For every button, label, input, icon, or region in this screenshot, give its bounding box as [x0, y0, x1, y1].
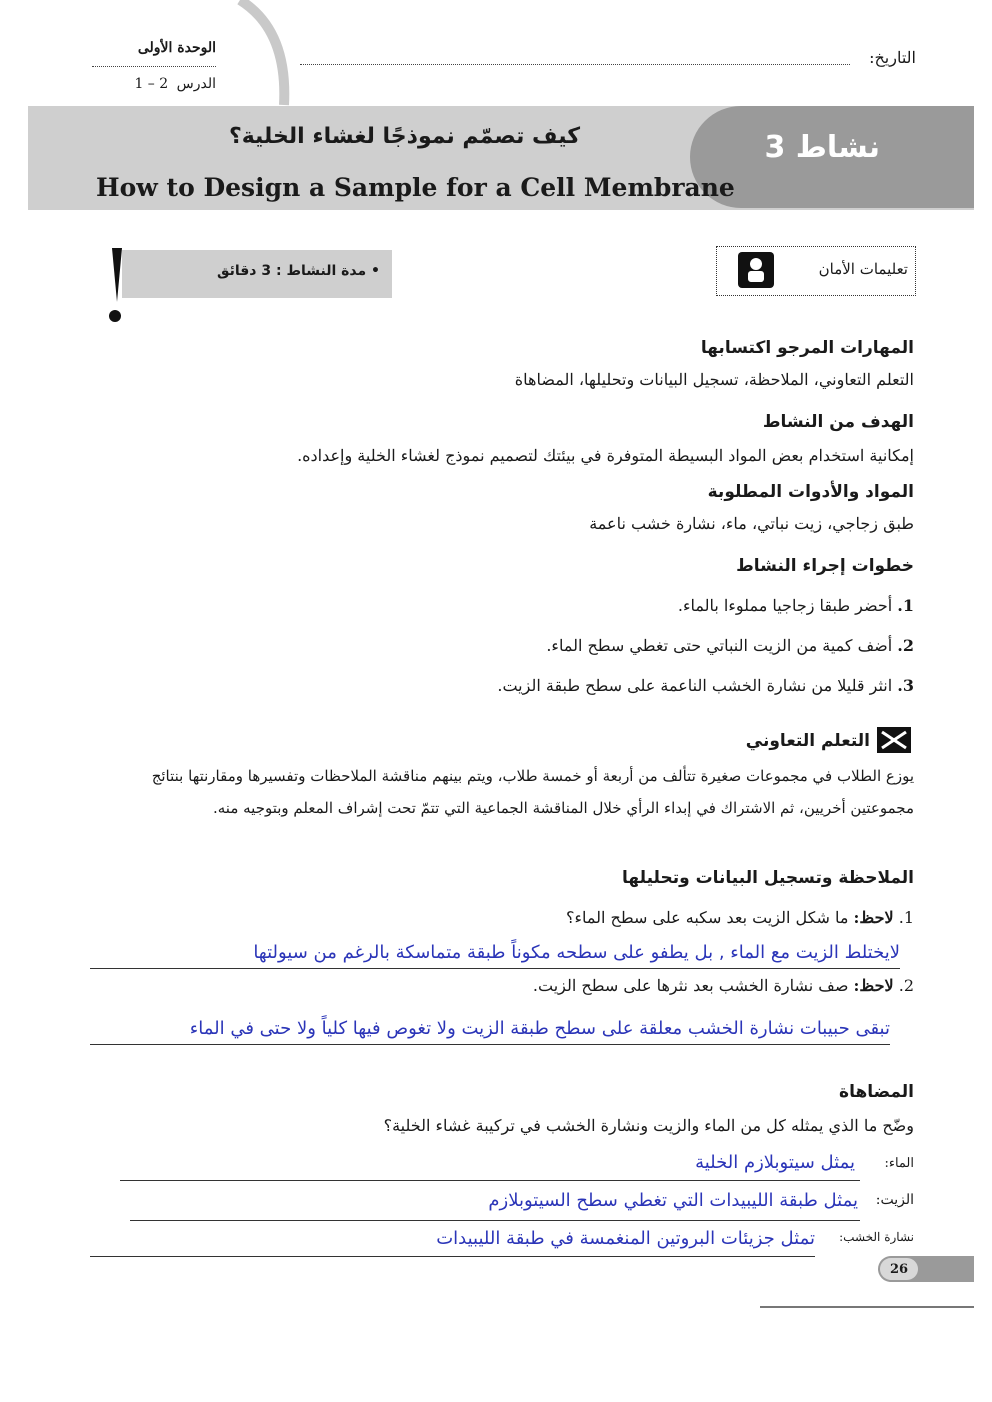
date-label: التاريخ:	[869, 48, 916, 67]
title-arabic: كيف تصمّم نموذجًا لغشاء الخلية؟	[228, 124, 580, 149]
answer-1[interactable]: لايختلط الزيت مع الماء , بل يطفو على سطحه مكوناً طبقة متماسكة بالرغم من سيولتها	[253, 942, 900, 963]
step-text: أحضر طبقا زجاجيا مملوءا بالماء.	[677, 596, 893, 615]
matching-answer[interactable]: يمثل سيتوبلازم الخلية	[695, 1152, 855, 1173]
question-text: ما شكل الزيت بعد سكبه على سطح الماء؟	[565, 908, 849, 927]
step-item	[300, 676, 914, 695]
lesson-label-row	[92, 76, 216, 92]
matching-answer[interactable]: يمثل طبقة الليبيدات التي تغطي سطح السيتوبلازم	[488, 1190, 858, 1211]
unit-label: الوحدة الأولى	[137, 40, 216, 56]
answer-line	[90, 968, 900, 969]
lesson-number: 2 – 1	[134, 76, 169, 92]
step-number: 1.	[897, 596, 914, 615]
matching-question: وضّح ما الذي يمثله كل من الماء والزيت ونشارة الخشب في تركيبة غشاء الخلية؟	[383, 1116, 914, 1135]
matching-label: نشارة الخشب:	[839, 1230, 914, 1244]
coop-text: يوزع الطلاب في مجموعات صغيرة تتألف من أربعة أو خمسة طلاب، ويتم بينهم مناقشة الملاحظات وتفسيرها ومقارنتها بنتائج مجموعتين أخريين، ثم الاشتراك في إبداء الرأي خلال المناقشة الجماعية التي تتمّ تحت إشراف المعلم وبتوجيه منه.	[151, 767, 914, 817]
goal-text: إمكانية استخدام بعض المواد البسيطة المتوفرة في بيئتك لتصميم نموذج لغشاء الخلية وإعداده.	[297, 446, 914, 465]
step-number: 3.	[897, 676, 914, 695]
materials-text: طبق زجاجي، زيت نباتي، ماء، نشارة خشب ناعمة	[589, 514, 914, 533]
unit-divider	[92, 66, 216, 67]
skills-heading: المهارات المرجو اكتسابها	[700, 338, 914, 358]
question-text: صف نشارة الخشب بعد نثرها على سطح الزيت.	[532, 976, 849, 995]
activity-label: نشاط 3	[764, 130, 880, 165]
date-field[interactable]	[300, 64, 850, 65]
question-label: لاحظ:	[853, 908, 894, 927]
footer-rule	[760, 1306, 974, 1308]
question-1	[300, 908, 914, 927]
skills-text: التعلم التعاوني، الملاحظة، تسجيل البيانات وتحليلها، المضاهاة	[514, 370, 914, 389]
page-number: 26	[889, 1262, 909, 1277]
question-2	[300, 976, 914, 995]
title-english: How to Design a Sample for a Cell Membrane	[96, 173, 735, 202]
step-text: انثر قليلا من نشارة الخشب الناعمة على سطح طبقة الزيت.	[497, 676, 893, 695]
observation-heading: الملاحظة وتسجيل البيانات وتحليلها	[622, 868, 914, 888]
step-item	[300, 596, 914, 615]
cooperative-learning-icon	[876, 726, 912, 754]
answer-line	[120, 1180, 860, 1181]
answer-line	[130, 1220, 860, 1221]
answer-line	[90, 1256, 815, 1257]
matching-label: الماء:	[884, 1156, 914, 1171]
step-text: أضف كمية من الزيت النباتي حتى تغطي سطح الماء.	[546, 636, 893, 655]
answer-2[interactable]: تبقى حبيبات نشارة الخشب معلقة على سطح طبقة الزيت ولا تغوص فيها كلياً ولا حتى في الماء	[189, 1018, 890, 1039]
matching-answer[interactable]: تمثل جزيئات البروتين المنغمسة في طبقة الليبيدات	[436, 1228, 815, 1249]
answer-line	[90, 1044, 890, 1045]
duration-text: • مدة النشاط : 3 دقائق	[217, 263, 380, 279]
question-label: لاحظ:	[853, 976, 894, 995]
goal-heading: الهدف من النشاط	[762, 412, 914, 432]
coop-heading: التعلم التعاوني	[745, 731, 870, 751]
page-number-badge	[880, 1258, 918, 1280]
step-item	[300, 636, 914, 655]
lesson-label: الدرس	[176, 76, 216, 92]
safety-goggles-icon	[738, 252, 774, 288]
steps-heading: خطوات إجراء النشاط	[736, 556, 914, 576]
safety-label: تعليمات الأمان	[818, 260, 908, 278]
step-number: 2.	[897, 636, 914, 655]
matching-heading: المضاهاة	[839, 1082, 914, 1102]
materials-heading: المواد والأدوات المطلوبة	[707, 482, 914, 502]
matching-label: الزيت:	[875, 1192, 914, 1208]
question-number: 1.	[898, 908, 914, 927]
question-number: 2.	[898, 976, 914, 995]
